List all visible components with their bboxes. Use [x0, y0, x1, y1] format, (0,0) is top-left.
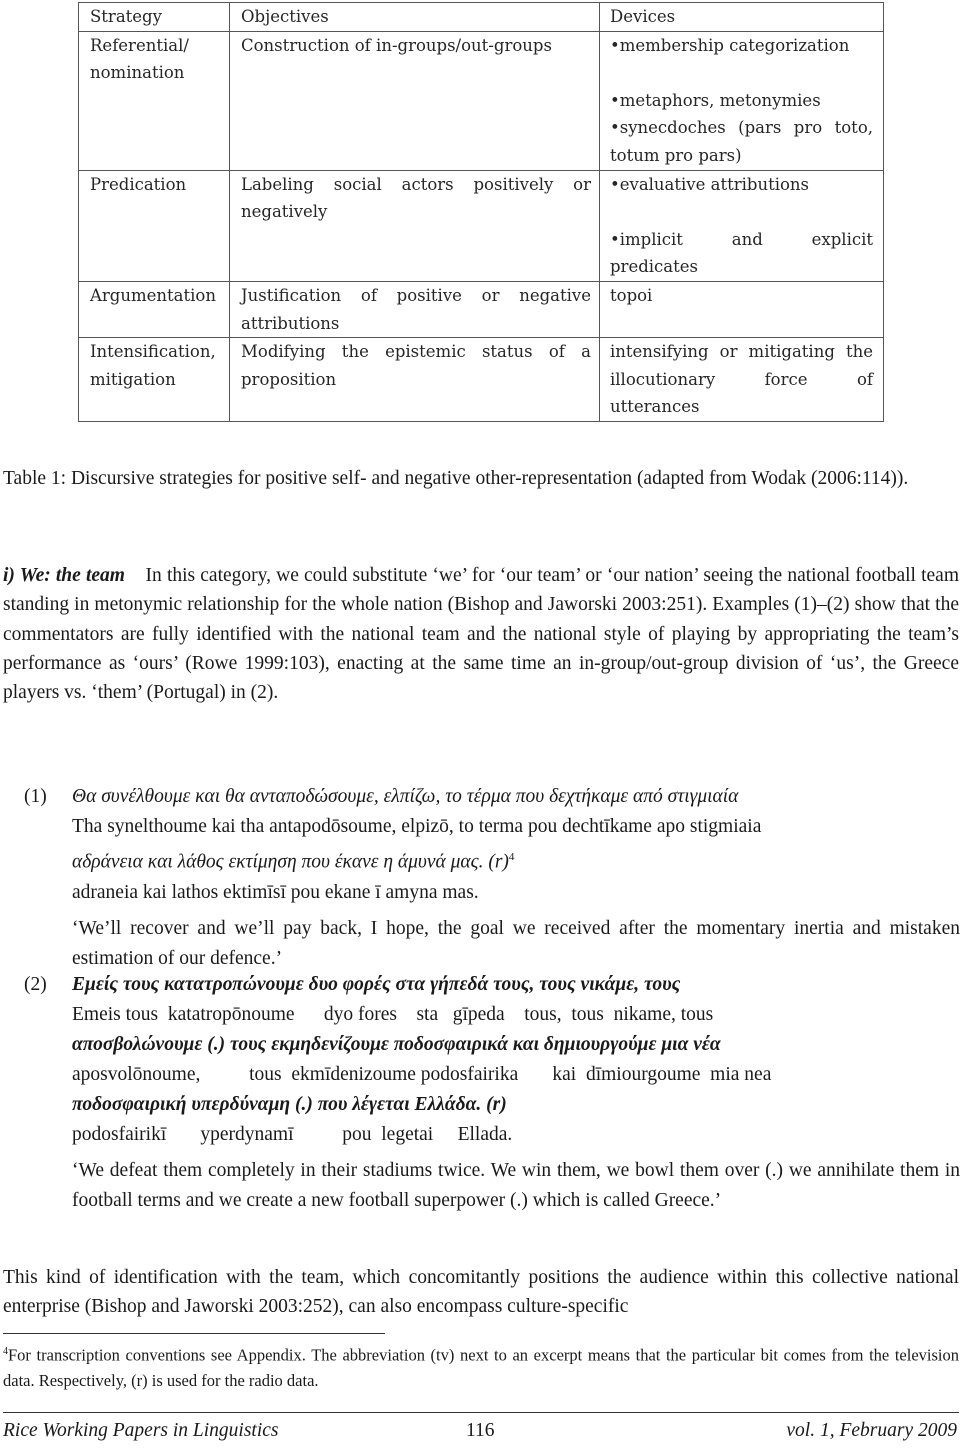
- footnote: [3, 1339, 959, 1393]
- row-objective: Labeling social actors positively or negatively: [230, 170, 600, 281]
- device-item: •metaphors, metonymies: [610, 90, 821, 110]
- journal-title: Rice Working Papers in Linguistics: [3, 1420, 279, 1441]
- translation: ‘We’ll recover and we’ll pay back, I hope, the goal we received after the momentary inertia and mistaken estimation of our defence.’: [72, 917, 960, 969]
- device-item: •implicit and explicit predicates: [610, 229, 873, 277]
- greek-line: ποδοσφαιρική υπερδύναμη (.) που λέγεται Ελλάδα. (r): [72, 1094, 507, 1115]
- transliteration-line: Emeis tous katatropōnoume dyo fores sta gīpeda tous, tous nikame, tous: [72, 1004, 714, 1025]
- row-strategy: Predication: [79, 170, 230, 281]
- transliteration-line: adraneia kai lathos ektimīsī pou ekane ī amyna mas.: [72, 881, 479, 903]
- closing-paragraph: This kind of identification with the team, which concomitantly positions the audience within this collective national enterprise (Bishop and Jaworski 2003:252), can also encompass culture-specific: [3, 1267, 959, 1318]
- transliteration-line: aposvolōnoume, tous ekmīdenizoume podosfairika kai dīmiourgoume mia nea: [72, 1064, 772, 1085]
- page-number: 116: [466, 1420, 495, 1441]
- device-item: •evaluative attributions: [610, 174, 810, 194]
- example-1: [24, 782, 960, 969]
- row-devices: [600, 338, 884, 422]
- row-devices: [600, 170, 884, 281]
- row-objective: Modifying the epistemic status of a proposition: [230, 338, 600, 422]
- table-header-row: [79, 3, 884, 32]
- section-body: In this category, we could substitute ‘we’ for ‘our team’ or ‘our nation’ seeing the national football team standing in metonymic relationship for the whole nation (Bishop and Jaworski 2003:251). Examples (1)–(2) show that the commentators are fully identified with the national team and the national style of playing by appropriating the team’s performance as ‘ours’ (Rowe 1999:103), enacting at the same time an in-group/out-group division of ‘us’, the Greece players vs. ‘them’ (Portugal) in (2).: [3, 565, 959, 704]
- section-heading: i) We: the team: [3, 565, 125, 586]
- greek-line-with-footnote: [72, 842, 960, 878]
- device-spacer: [610, 198, 873, 226]
- greek-line: Εμείς τους κατατροπώνουμε δυο φορές στα γήπεδά τους, τους νικάμε, τους: [72, 974, 681, 995]
- device-item: intensifying or mitigating the illocutionary force of utterances: [610, 342, 873, 417]
- device-item: •synecdoches (pars pro toto, totum pro pars): [610, 118, 873, 165]
- table-row: [79, 31, 884, 170]
- table-caption: Table 1: Discursive strategies for positive self- and negative other-representation (adapted from Wodak (2006:114)).: [3, 468, 909, 489]
- footnote-mark: 4: [3, 1346, 8, 1357]
- volume-info: vol. 1, February 2009: [786, 1420, 957, 1441]
- transliteration-line: podosfairikī yperdynamī pou legetai Ellada.: [72, 1124, 513, 1145]
- row-strategy: Intensification, mitigation: [79, 338, 230, 422]
- strategies-table: [78, 2, 884, 422]
- row-devices: [600, 281, 884, 337]
- row-devices: [600, 31, 884, 170]
- row-strategy: Argumentation: [79, 281, 230, 337]
- example-number: (2): [24, 974, 47, 995]
- device-item: •membership categorization: [610, 35, 850, 55]
- header-objectives: Objectives: [230, 3, 600, 32]
- example-body: [72, 782, 960, 974]
- example-2: [24, 970, 960, 1250]
- translation: ‘We defeat them completely in their stadiums twice. We win them, we bowl them over (.) we annihilate them in football terms and we create a new football superpower (.) which is called Greece.’: [72, 1160, 960, 1211]
- header-strategy: Strategy: [79, 3, 230, 32]
- row-objective: Construction of in-groups/out-groups: [230, 31, 600, 170]
- example-number: (1): [24, 786, 47, 807]
- header-devices: Devices: [600, 3, 884, 32]
- transliteration-line: Tha synelthoume kai tha antapodōsoume, elpizō, to terma pou dechtīkame apo stigmiaia: [72, 816, 762, 837]
- greek-line: Θα συνέλθουμε και θα ανταποδώσουμε, ελπίζω, το τέρμα που δεχτήκαμε από στιγμιαία: [72, 786, 739, 807]
- footnote-rule: [3, 1333, 385, 1334]
- device-spacer: [610, 59, 873, 87]
- row-strategy: Referential/ nomination: [79, 31, 230, 170]
- example-body: [72, 970, 960, 1216]
- greek-text: αδράνεια και λάθος εκτίμηση που έκανε η άμυνά μας. (r): [72, 851, 509, 873]
- section-paragraph: [3, 561, 959, 707]
- footnote-text: For transcription conventions see Appendix. The abbreviation (tv) next to an excerpt means that the particular bit comes from the television data. Respectively, (r) is used for the radio data.: [3, 1345, 959, 1390]
- table-row: [79, 338, 884, 422]
- table-row: [79, 281, 884, 337]
- footer-rule: [3, 1412, 959, 1413]
- footnote-marker: 4: [508, 851, 515, 863]
- table-row: [79, 170, 884, 281]
- device-item: topoi: [610, 285, 653, 305]
- greek-line: αποσβολώνουμε (.) τους εκμηδενίζουμε ποδοσφαιρικά και δημιουργούμε μια νέα: [72, 1034, 721, 1055]
- row-objective: Justification of positive or negative attributions: [230, 281, 600, 337]
